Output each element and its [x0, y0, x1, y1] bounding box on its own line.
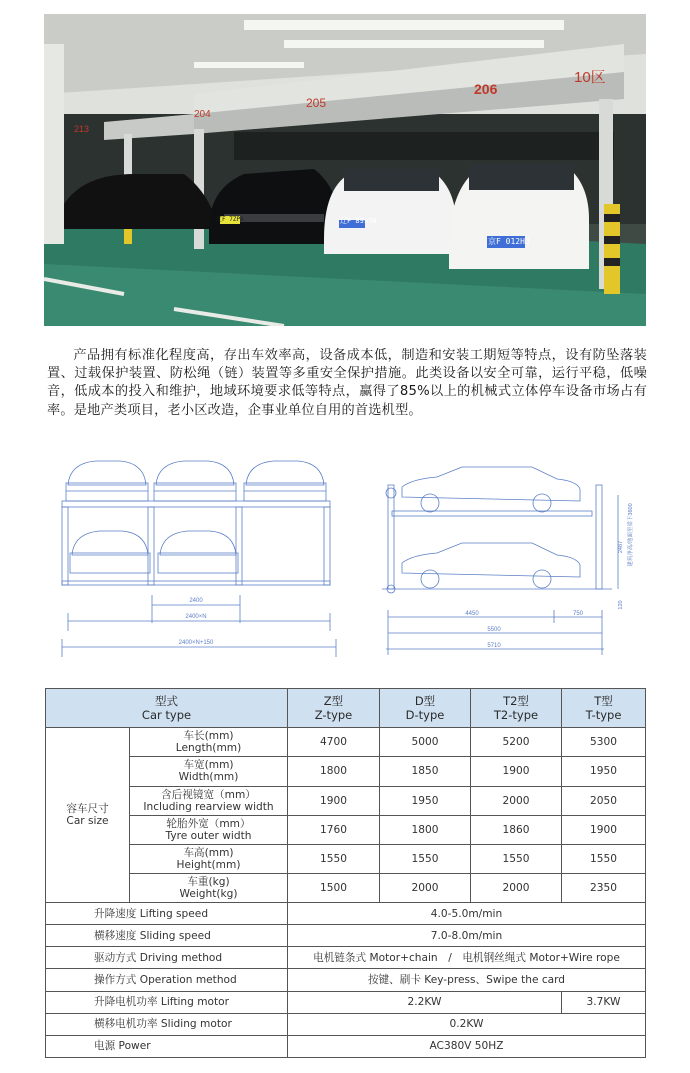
dim-2400xN: 2400×N — [185, 614, 207, 620]
sliding-motor-row: 横移电机功率 Sliding motor 0.2KW — [46, 1013, 646, 1035]
zone-label-213: 213 — [74, 124, 90, 134]
type-t-header: T型 T-type — [562, 689, 646, 728]
driving-method-row: 驱动方式 Driving method 电机链条式 Motor+chain / 电机钢丝绳式 Motor+Wire rope — [46, 947, 646, 969]
front-elevation-diagram — [56, 455, 346, 670]
garage-photo — [44, 14, 646, 326]
type-d-header: D型 D-type — [380, 689, 471, 728]
front-car-upper-3 — [244, 461, 326, 501]
dim-ceiling-height: 建筑净高/地面至梁下3600 — [628, 503, 634, 567]
front-car-upper-2 — [154, 461, 236, 501]
front-car-lower-1 — [70, 531, 150, 573]
size-row-tyre-width: 轮胎外宽（mm） Tyre outer width 1760 1800 1860 1900 — [46, 815, 646, 844]
spec-header-row — [46, 689, 646, 728]
zone-label-204: 204 — [194, 109, 211, 120]
zone-label-10: 10区 — [574, 69, 606, 86]
car-white-vw — [449, 164, 589, 269]
dim-5710: 5710 — [487, 643, 501, 649]
dim-5500: 5500 — [487, 627, 501, 633]
car-size-label: 容车尺寸 Car size — [46, 728, 130, 903]
spec-table — [45, 688, 646, 1058]
operation-method-row: 操作方式 Operation method 按键、刷卡 Key-press、Swipe the card — [46, 969, 646, 991]
side-car-upper — [402, 467, 580, 512]
car-type-header: 型式 Car type — [46, 689, 288, 728]
front-car-lower-2 — [158, 531, 238, 573]
dim-2400: 2400 — [189, 598, 203, 604]
plate-4 — [560, 190, 565, 191]
size-row-weight: 车重(kg) Weight(kg) 1500 2000 2000 2350 — [46, 873, 646, 902]
dim-2400xN-plus-150: 2400×N+150 — [178, 640, 214, 646]
type-t2-header: T2型 T2-type — [471, 689, 562, 728]
zone-label-205: 205 — [306, 96, 327, 110]
type-z-header: Z型 Z-type — [288, 689, 380, 728]
size-row-mirror-width: 含后视镜宽（mm） Including rearview width 1900 1950 2000 2050 — [46, 786, 646, 815]
zone-label-206: 206 — [474, 81, 498, 97]
dim-2487: 2487 — [618, 540, 624, 554]
lifting-motor-row: 升降电机功率 Lifting motor 2.2KW 3.7KW — [46, 991, 646, 1013]
dim-120: 120 — [618, 600, 624, 610]
car-white-hatch — [324, 169, 456, 254]
size-row-width: 车宽(mm) Width(mm) 1800 1850 1900 1950 — [46, 757, 646, 786]
sliding-speed-row: 横移速度 Sliding speed 7.0-8.0m/min — [46, 925, 646, 947]
side-elevation-diagram — [382, 455, 644, 670]
side-car-lower — [402, 543, 580, 588]
plate-1: 辽F 8997H — [340, 217, 377, 225]
dim-750: 750 — [572, 611, 584, 617]
plate-3: 京F 012HJ — [488, 237, 530, 246]
front-car-upper-1 — [66, 461, 148, 501]
size-row-height: 车高(mm) Height(mm) 1550 1550 1550 1550 — [46, 844, 646, 873]
size-row-length: 容车尺寸 Car size 车长(mm) Length(mm) 4700 5000 5200 5300 — [46, 728, 646, 757]
dim-4450: 4450 — [465, 611, 479, 617]
intro-paragraph: 产品拥有标准化程度高，存出车效率高，设备成本低，制造和安装工期短等特点，设有防坠落装置、过载保护装置、防松绳（链）装置等多重安全保护措施。此类设备以安全可靠，运行平稳，低噪音，低成本的投入和维护，地域环境要求低等特点，赢得了85%以上的机械式立体停车设备市场占有率。是地产类项目，老小区改造，企事业单位自用的首选机型。 — [47, 348, 647, 418]
plate-2: 辽F 7ZPA — [216, 216, 244, 223]
lifting-speed-row: 升降速度 Lifting speed 4.0-5.0m/min — [46, 903, 646, 925]
power-row: 电源 Power AC380V 50HZ — [46, 1035, 646, 1057]
